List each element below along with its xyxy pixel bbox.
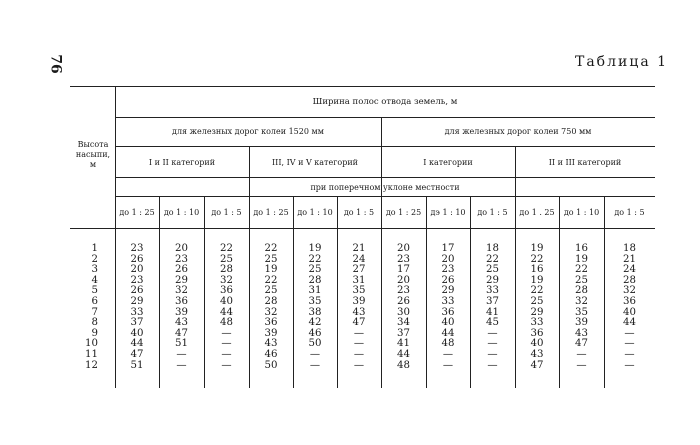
table-cell: 36 [220, 285, 233, 297]
table-cell: 22 [575, 264, 588, 276]
table-cell: 17 [441, 243, 455, 254]
table-cell: 19 [530, 243, 544, 254]
table-cell: 31 [308, 285, 322, 297]
height-cell: 3 [91, 264, 98, 276]
table-cell: 35 [575, 306, 588, 318]
table-cell: — [442, 348, 454, 360]
table-cell: 26 [175, 264, 188, 276]
table-cell: 25 [530, 295, 544, 307]
table-cell: 31 [352, 274, 366, 286]
table-cell: 46 [308, 327, 322, 339]
table-cell: — [309, 359, 321, 371]
table-cell: 26 [397, 295, 410, 307]
table-cell: — [487, 348, 498, 360]
table-cell: 39 [264, 327, 278, 339]
table-cell: — [487, 327, 498, 339]
table-cell: 24 [623, 264, 636, 276]
table-cell: 41 [397, 338, 410, 350]
table-cell: 35 [352, 285, 366, 297]
table-cell: 32 [264, 306, 278, 318]
table-cell: — [487, 338, 498, 350]
table-cell: 44 [397, 348, 410, 360]
table-cell: 48 [220, 317, 233, 329]
table-cell: 22 [264, 243, 278, 254]
table-cell: 23 [441, 264, 455, 276]
table-cell: 39 [175, 306, 188, 318]
table-cell: 40 [623, 306, 636, 318]
height-cell: 2 [91, 253, 98, 265]
table-cell: 22 [530, 285, 544, 297]
table-cell: 47 [530, 359, 544, 371]
data-column-3 [204, 244, 249, 371]
table-cell: 25 [264, 253, 278, 265]
table-cell: 26 [130, 285, 144, 297]
table-cell: — [576, 359, 587, 371]
category-1520-b: III, IV и V категорий [272, 158, 358, 167]
data-column-4 [249, 244, 293, 371]
table-cell: 18 [486, 243, 499, 254]
category-750-a: I категории [423, 158, 473, 167]
rule-header-bottom [70, 228, 655, 229]
table-cell: 28 [575, 285, 588, 297]
table-cell: 22 [264, 274, 278, 286]
height-cell: 11 [85, 348, 98, 360]
table-cell: 36 [264, 317, 278, 329]
table-cell: 51 [175, 338, 188, 350]
table-cell: — [221, 338, 232, 350]
main-header: Ширина полос отвода земель, м [312, 97, 458, 107]
table-cell: — [624, 359, 635, 371]
table-cell: 46 [264, 348, 278, 360]
height-cell: 4 [91, 274, 98, 286]
table-cell: 43 [264, 338, 278, 350]
table-cell: 30 [397, 306, 410, 318]
table-cell: 43 [530, 348, 544, 360]
table-cell: 25 [220, 253, 233, 265]
height-cell: 9 [91, 327, 98, 339]
table-cell: 23 [175, 253, 188, 265]
slope-col-2: до 1 : 10 [163, 208, 200, 217]
table-cell: 32 [175, 285, 188, 297]
table-cell: 37 [486, 295, 499, 307]
data-column-7 [381, 244, 426, 371]
stub-header: Высота насыпи, м [75, 140, 111, 169]
table-cell: 22 [220, 243, 233, 254]
data-column-5 [293, 244, 337, 371]
table-cell: 17 [397, 264, 410, 276]
table-cell: 24 [352, 253, 366, 265]
table-cell: 35 [308, 295, 322, 307]
table-cell: 39 [352, 295, 366, 307]
table-cell: 45 [486, 317, 499, 329]
table-cell: 19 [575, 253, 588, 265]
table-cell: 22 [530, 253, 544, 265]
table-cell: 44 [441, 327, 455, 339]
table-cell: 37 [397, 327, 410, 339]
data-column-12 [604, 244, 655, 371]
table-cell: 36 [175, 295, 188, 307]
table-cell: 23 [130, 243, 144, 254]
height-cell: 6 [91, 295, 98, 307]
table-cell: 23 [397, 253, 410, 265]
table-cell: 29 [530, 306, 544, 318]
table-cell: 44 [220, 306, 233, 318]
data-column-9 [470, 244, 515, 371]
table-cell: 19 [308, 243, 322, 254]
table-cell: 23 [397, 285, 410, 297]
height-cell: 10 [85, 338, 98, 350]
rule-slope [115, 177, 655, 178]
rule-slope-values [115, 196, 655, 197]
data-column-2 [159, 244, 204, 371]
data-column-6 [337, 244, 381, 371]
table-cell: 23 [130, 274, 144, 286]
table-cell: 33 [441, 295, 455, 307]
category-750-b: II и III категорий [548, 158, 622, 167]
table-cell: 20 [175, 243, 188, 254]
table-cell: 28 [220, 264, 233, 276]
table-cell: 20 [130, 264, 144, 276]
table-cell: — [442, 359, 454, 371]
table-cell: 20 [397, 243, 410, 254]
slope-col-5: до 1 : 10 [297, 208, 333, 217]
height-cell: 5 [91, 285, 98, 297]
table-cell: — [487, 359, 498, 371]
table-cell: 38 [308, 306, 322, 318]
table-cell: — [353, 348, 365, 360]
table-cell: 25 [575, 274, 588, 286]
slope-col-9: до 1 : 5 [477, 208, 508, 217]
height-cell: 12 [85, 359, 98, 371]
gauge-1520-header: для железных дорог колеи 1520 мм [172, 127, 324, 136]
table-cell: — [221, 359, 232, 371]
slope-col-10: до 1 . 25 [519, 208, 555, 217]
table-cell: 20 [441, 253, 455, 265]
table-cell: 19 [264, 264, 278, 276]
table-title: Таблица 1 [575, 54, 669, 70]
data-column-11 [559, 244, 604, 371]
slope-col-3: до 1 : 5 [211, 208, 242, 217]
table-cell: 34 [397, 317, 410, 329]
table-cell: 32 [575, 295, 588, 307]
table-cell: — [176, 359, 187, 371]
category-1520-a: I и II категорий [148, 158, 216, 167]
table-cell: 43 [352, 306, 366, 318]
table-cell: 29 [175, 274, 188, 286]
page-number: 76 [47, 54, 64, 74]
table-cell: 18 [623, 243, 636, 254]
table-cell: — [576, 348, 587, 360]
table-cell: 19 [530, 274, 544, 286]
slope-col-7: до 1 : 25 [385, 208, 422, 217]
table-cell: 27 [352, 264, 366, 276]
table-cell: 40 [530, 338, 544, 350]
height-cell: 8 [91, 317, 98, 329]
rule-gauge [115, 117, 655, 118]
table-cell: 44 [130, 338, 144, 350]
table-cell: 33 [530, 317, 544, 329]
table-cell: 41 [486, 306, 499, 318]
table-cell: 32 [220, 274, 233, 286]
slope-col-6: до 1 : 5 [343, 208, 375, 217]
slope-col-8: дэ 1 : 10 [430, 208, 466, 217]
table-cell: 25 [264, 285, 278, 297]
table-cell: 43 [175, 317, 188, 329]
table-cell: 36 [623, 295, 636, 307]
table-cell: 43 [575, 327, 588, 339]
table-cell: — [624, 338, 635, 350]
table-cell: 40 [220, 295, 233, 307]
rule-category [115, 146, 655, 147]
table-cell: 21 [352, 243, 366, 254]
table-cell: 47 [175, 327, 188, 339]
table-cell: 47 [352, 317, 366, 329]
table-cell: 39 [575, 317, 588, 329]
table-cell: 48 [397, 359, 410, 371]
table-cell: 28 [623, 274, 636, 286]
table-cell: — [353, 327, 365, 339]
rule-top [70, 86, 655, 87]
table-cell: 42 [308, 317, 322, 329]
table-cell: 47 [575, 338, 588, 350]
data-column-8 [426, 244, 470, 371]
table-cell: — [624, 348, 635, 360]
table-cell: 47 [130, 348, 144, 360]
table-cell: 50 [308, 338, 322, 350]
table-cell: 28 [264, 295, 278, 307]
height-cell: 7 [91, 306, 98, 318]
slope-header: при поперечном уклоне местности [310, 183, 460, 192]
table-cell: 21 [623, 253, 636, 265]
height-column [68, 244, 98, 371]
table-cell: 36 [530, 327, 544, 339]
table-cell: 22 [308, 253, 322, 265]
table-cell: 28 [308, 274, 322, 286]
table-cell: — [624, 327, 635, 339]
data-column-10 [515, 244, 559, 371]
table-cell: 37 [130, 317, 144, 329]
slope-col-12: до 1 : 5 [614, 208, 645, 217]
table-cell: 50 [264, 359, 278, 371]
table-cell: 33 [130, 306, 144, 318]
table-cell: 44 [623, 317, 636, 329]
table-cell: 26 [130, 253, 144, 265]
slope-col-1: до 1 : 25 [119, 208, 155, 217]
table-cell: 20 [397, 274, 410, 286]
table-cell: 16 [575, 243, 588, 254]
data-column-1 [115, 244, 159, 371]
table-cell: 32 [623, 285, 636, 297]
table-cell: 29 [441, 285, 455, 297]
slope-col-11: до 1 : 10 [563, 208, 600, 217]
table-cell: 26 [441, 274, 455, 286]
table-cell: 51 [130, 359, 144, 371]
gauge-750-header: для железных дорог колеи 750 мм [444, 127, 592, 136]
table-cell: — [176, 348, 187, 360]
height-cell: 1 [91, 243, 98, 254]
slope-col-4: до 1 : 25 [253, 208, 289, 217]
table-cell: 29 [130, 295, 144, 307]
table-cell: — [221, 327, 232, 339]
table-cell: 36 [441, 306, 455, 318]
table-cell: — [353, 338, 365, 350]
table-cell: — [353, 359, 365, 371]
table-cell: 25 [308, 264, 322, 276]
table-cell: 25 [486, 264, 499, 276]
table-cell: 22 [486, 253, 499, 265]
table-cell: — [221, 348, 232, 360]
table-cell: 40 [130, 327, 144, 339]
table-cell: 29 [486, 274, 499, 286]
table-cell: 40 [441, 317, 455, 329]
table-cell: 16 [530, 264, 544, 276]
table-cell: — [309, 348, 321, 360]
table-cell: 48 [441, 338, 455, 350]
table-cell: 33 [486, 285, 499, 297]
